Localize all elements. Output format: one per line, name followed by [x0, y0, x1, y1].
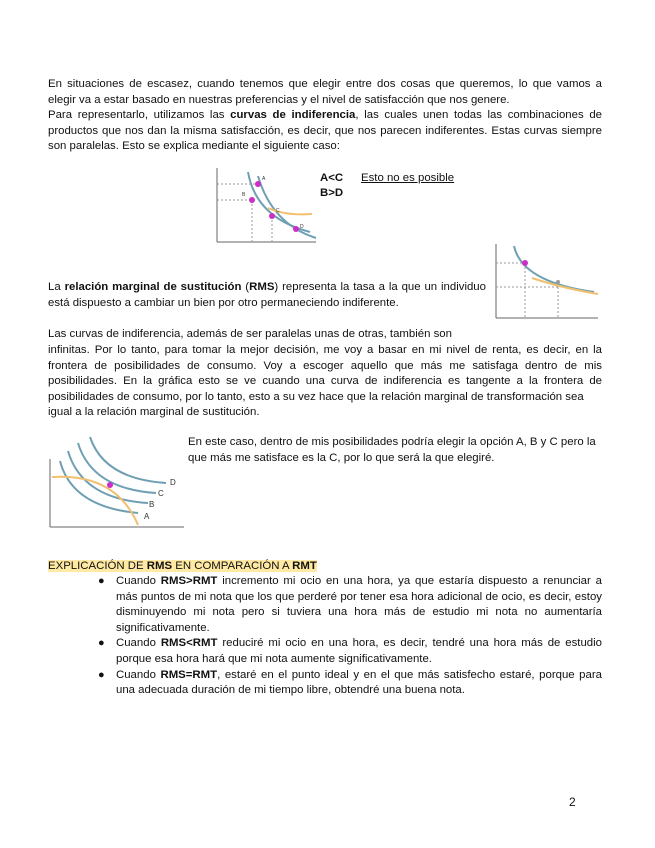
- infinite-rest: infinitas. Por lo tanto, para tomar la mejor decisión, me voy a basar en mi nivel de renta, es decir, en la frontera de posibilidades de consumo. Voy a escoger aquello que más me satisfaga dentro de mis posibilidades. En la gráfica esto se ve cuando una curva de indiferencia es tangente a la frontera de posibilidades de consumo, por lo tanto, esto a su vez hace que la relación marginal de transformación sea: [48, 344, 602, 403]
- fig1-point-c: [269, 213, 275, 219]
- intro-p2-pre: Para representarlo, utilizamos las: [48, 109, 231, 122]
- item-2-pre: Cuando: [116, 637, 161, 650]
- item-1-post: incremento mi ocio en una hora, ya que estaría dispuesto a renunciar a más puntos de mi nota que los que perderé por tener esa hora adicional de ocio, es decir, estoy disminuyendo mi nota pero si tuviera una hora más de estudio mi nota no aumentaría significativamente.: [116, 575, 602, 634]
- item-3-pre: Cuando: [116, 668, 161, 681]
- heading-pre: EXPLICACIÓN DE: [48, 560, 147, 572]
- item-1-pre: Cuando: [116, 575, 161, 587]
- fig1-point-b: [249, 197, 255, 203]
- fig1-label-d: D: [300, 224, 304, 230]
- fig3-curve-b: [68, 451, 148, 503]
- intro-paragraph: [48, 77, 602, 155]
- explanation-heading: [48, 559, 317, 575]
- item-1-bold: RMS>RMT: [160, 575, 218, 587]
- fig1-label-c: C: [276, 208, 280, 214]
- heading-rmt: RMT: [292, 560, 317, 572]
- fig2-point-1: [522, 260, 528, 266]
- explanation-heading-text: [48, 560, 317, 572]
- intro-line-1: En situaciones de escasez, cuando tenemos que elegir entre dos cosas que queremos, lo que vamos a: [48, 78, 602, 90]
- fig2-point-2: [556, 280, 560, 284]
- fig3-curve-c: [78, 443, 156, 493]
- fig1-label-a: A: [262, 176, 266, 182]
- intro-p2-post: , las cuales unen todas las combinaciones de productos que nos dan la misma satisfacción, es decir, que nos parecen indiferentes. Estas curvas siempre son paralelas. Esto se explica mediante el siguiente caso:: [48, 109, 602, 153]
- explanation-list: [96, 574, 602, 699]
- bullet-dot: ●: [98, 575, 105, 587]
- rms-mid: (: [241, 281, 250, 293]
- heading-mid: EN COMPARACIÓN A: [172, 560, 293, 572]
- item-3-post: , estaré en el punto ideal y en el que más satisfecho estaré, porque para una adecuada duración de mi tiempo libre, obtendré una buena nota.: [116, 668, 602, 697]
- fig3-label-c: C: [158, 489, 164, 498]
- figure-crossing-curves: [212, 166, 318, 246]
- fig1-condition-2: B>D: [320, 187, 344, 199]
- fig3-tangent-point: [107, 482, 113, 488]
- fig3-label-d: D: [170, 478, 176, 487]
- fig3-label-b: B: [149, 500, 155, 509]
- fig1-point-d: [293, 226, 299, 232]
- bullet-dot: ●: [98, 668, 105, 681]
- rms-term: relación marginal de sustitución: [64, 281, 242, 293]
- item-2-bold: RMS<RMT: [160, 637, 218, 650]
- heading-rms: RMS: [146, 560, 173, 572]
- intro-line-2: elegir va a estar basado en nuestras preferencias y el nivel de satisfacción que nos genere.: [48, 93, 510, 106]
- fig1-note: Esto no es posible: [361, 172, 455, 184]
- fig3-label-a: A: [144, 512, 150, 521]
- list-item: [96, 574, 602, 636]
- intro-p2-bold: curvas de indiferencia: [230, 109, 356, 122]
- item-2-post: reduciré mi ocio en una hora, es decir, tendré una hora más de estudio porque esa hora hará que mi nota aumente significativamente.: [116, 637, 602, 665]
- fig1-condition-1: A<C: [320, 172, 344, 184]
- rms-post: ) representa la tasa a la que un individuo está dispuesto a cambiar un bien por otro permaneciendo indiferente.: [48, 281, 486, 309]
- rms-paragraph: [48, 280, 486, 311]
- figure3-text: En este caso, dentro de mis posibilidades podría elegir la opción A, B y C pero la que más me satisface es la C, por lo que será la que elegiré.: [188, 436, 596, 464]
- rms-abbr: RMS: [249, 281, 275, 293]
- page-number: 2: [569, 795, 576, 809]
- fig1-curve-1: [248, 172, 310, 232]
- infinite-last: igual a la relación marginal de sustitución.: [48, 406, 260, 419]
- rms-pre: La: [48, 281, 65, 293]
- bullet-dot: ●: [98, 637, 105, 650]
- fig1-point-a: [255, 181, 261, 187]
- figure-rms: [492, 242, 600, 320]
- intro-paragraph-2: [48, 108, 602, 155]
- list-item: [96, 668, 602, 699]
- fig1-label-b: B: [242, 192, 246, 198]
- fig1-curve-2: [258, 176, 316, 238]
- item-3-bold: RMS=RMT: [160, 668, 218, 681]
- infinite-line-1: Las curvas de indiferencia, además de ser paralelas unas de otras, también son: [48, 328, 452, 340]
- list-item: [96, 636, 602, 667]
- figure-tangency: [46, 433, 186, 529]
- infinite-paragraph: [48, 343, 602, 421]
